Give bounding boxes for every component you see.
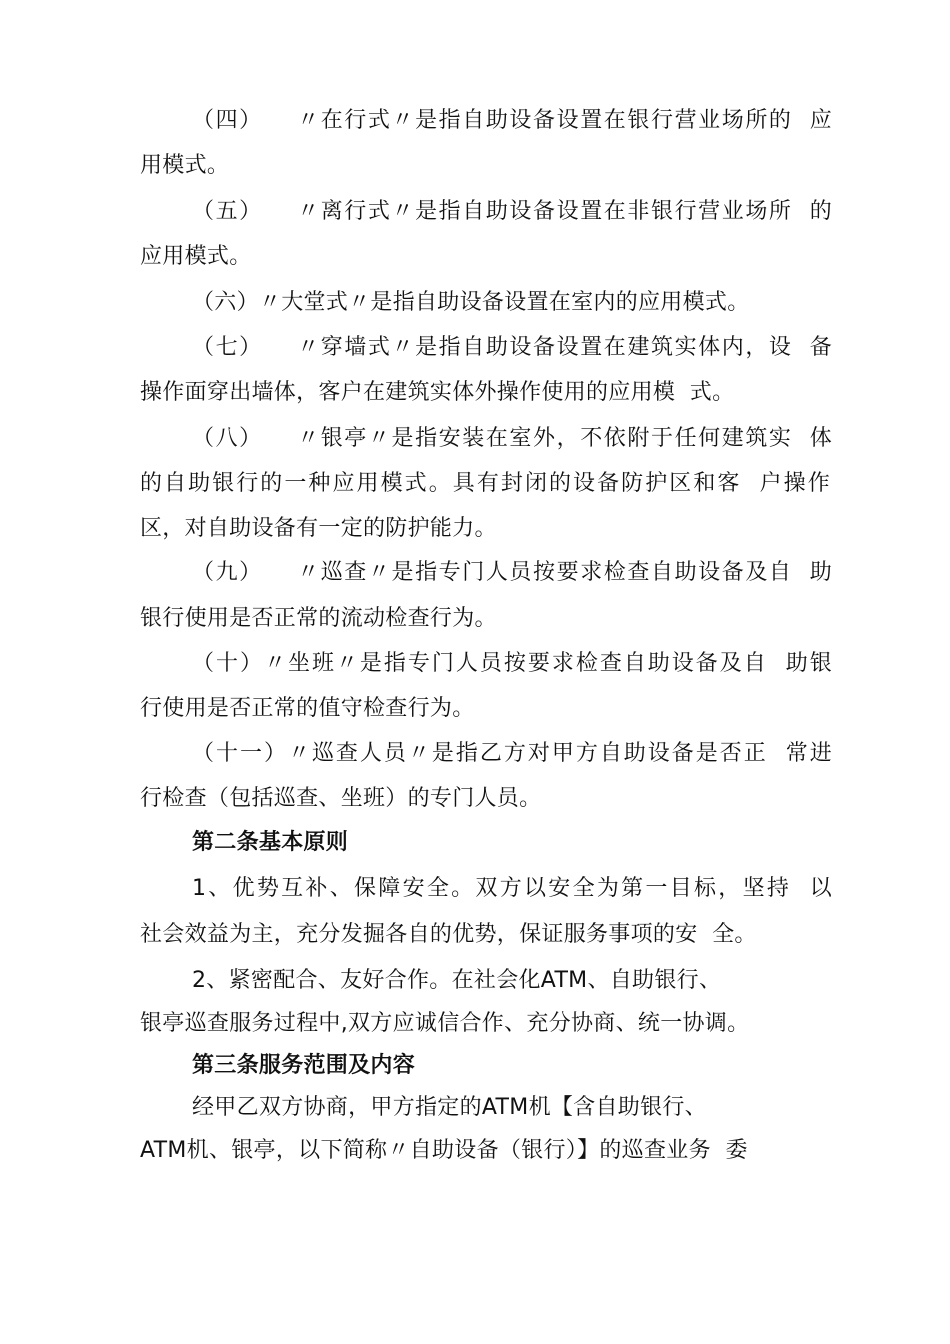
paragraph-line: （十一）〃巡查人员〃是指乙方对甲方自助设备是否正 常进 xyxy=(192,741,832,766)
paragraph-line: 银行使用是否正常的流动检查行为。 xyxy=(140,606,497,631)
paragraph-line: 用模式。 xyxy=(140,153,230,178)
paragraph-line: 1、优势互补、保障安全。双方以安全为第一目标，坚持 以 xyxy=(192,876,832,901)
paragraph-line: 的自助银行的一种应用模式。具有封闭的设备防护区和客 户操作 xyxy=(140,471,830,496)
paragraph-line: 应用模式。 xyxy=(140,244,252,269)
paragraph-line: （四） 〃在行式〃是指自助设备设置在银行营业场所的 应 xyxy=(192,108,832,133)
paragraph-line: 银亭巡查服务过程中,双方应诚信合作、充分协商、统一协调。 xyxy=(140,1011,750,1036)
paragraph-line: （六）〃大堂式〃是指自助设备设置在室内的应用模式。 xyxy=(192,290,750,315)
paragraph-line: （九） 〃巡查〃是指专门人员按要求检查自助设备及自 助 xyxy=(192,560,832,585)
section-heading: 第三条服务范围及内容 xyxy=(192,1053,416,1078)
paragraph-line: （七） 〃穿墙式〃是指自助设备设置在建筑实体内，设 备 xyxy=(192,335,832,360)
paragraph-line: （十）〃坐班〃是指专门人员按要求检查自助设备及自 助银 xyxy=(192,651,832,676)
paragraph-line: 行检查（包括巡查、坐班）的专门人员。 xyxy=(140,786,542,811)
paragraph-line: 区，对自助设备有一定的防护能力。 xyxy=(140,516,497,541)
paragraph-line: 行使用是否正常的值守检查行为。 xyxy=(140,696,475,721)
section-heading: 第二条基本原则 xyxy=(192,830,349,855)
paragraph-line: （八） 〃银亭〃是指安装在室外，不依附于任何建筑实 体 xyxy=(192,426,832,451)
paragraph-line: （五） 〃离行式〃是指自助设备设置在非银行营业场所 的 xyxy=(192,199,832,224)
paragraph-line: 经甲乙双方协商，甲方指定的ATM机【含自助银行、 xyxy=(192,1095,707,1120)
paragraph-line: ATM机、银亭，以下简称〃自助设备（银行）】的巡查业务 委 xyxy=(140,1138,748,1163)
paragraph-line: 操作面穿出墙体，客户在建筑实体外操作使用的应用模 式。 xyxy=(140,380,735,405)
paragraph-line: 社会效益为主，充分发掘各自的优势，保证服务事项的安 全。 xyxy=(140,922,757,947)
paragraph-line: 2、紧密配合、友好合作。在社会化ATM、自助银行、 xyxy=(192,968,722,993)
